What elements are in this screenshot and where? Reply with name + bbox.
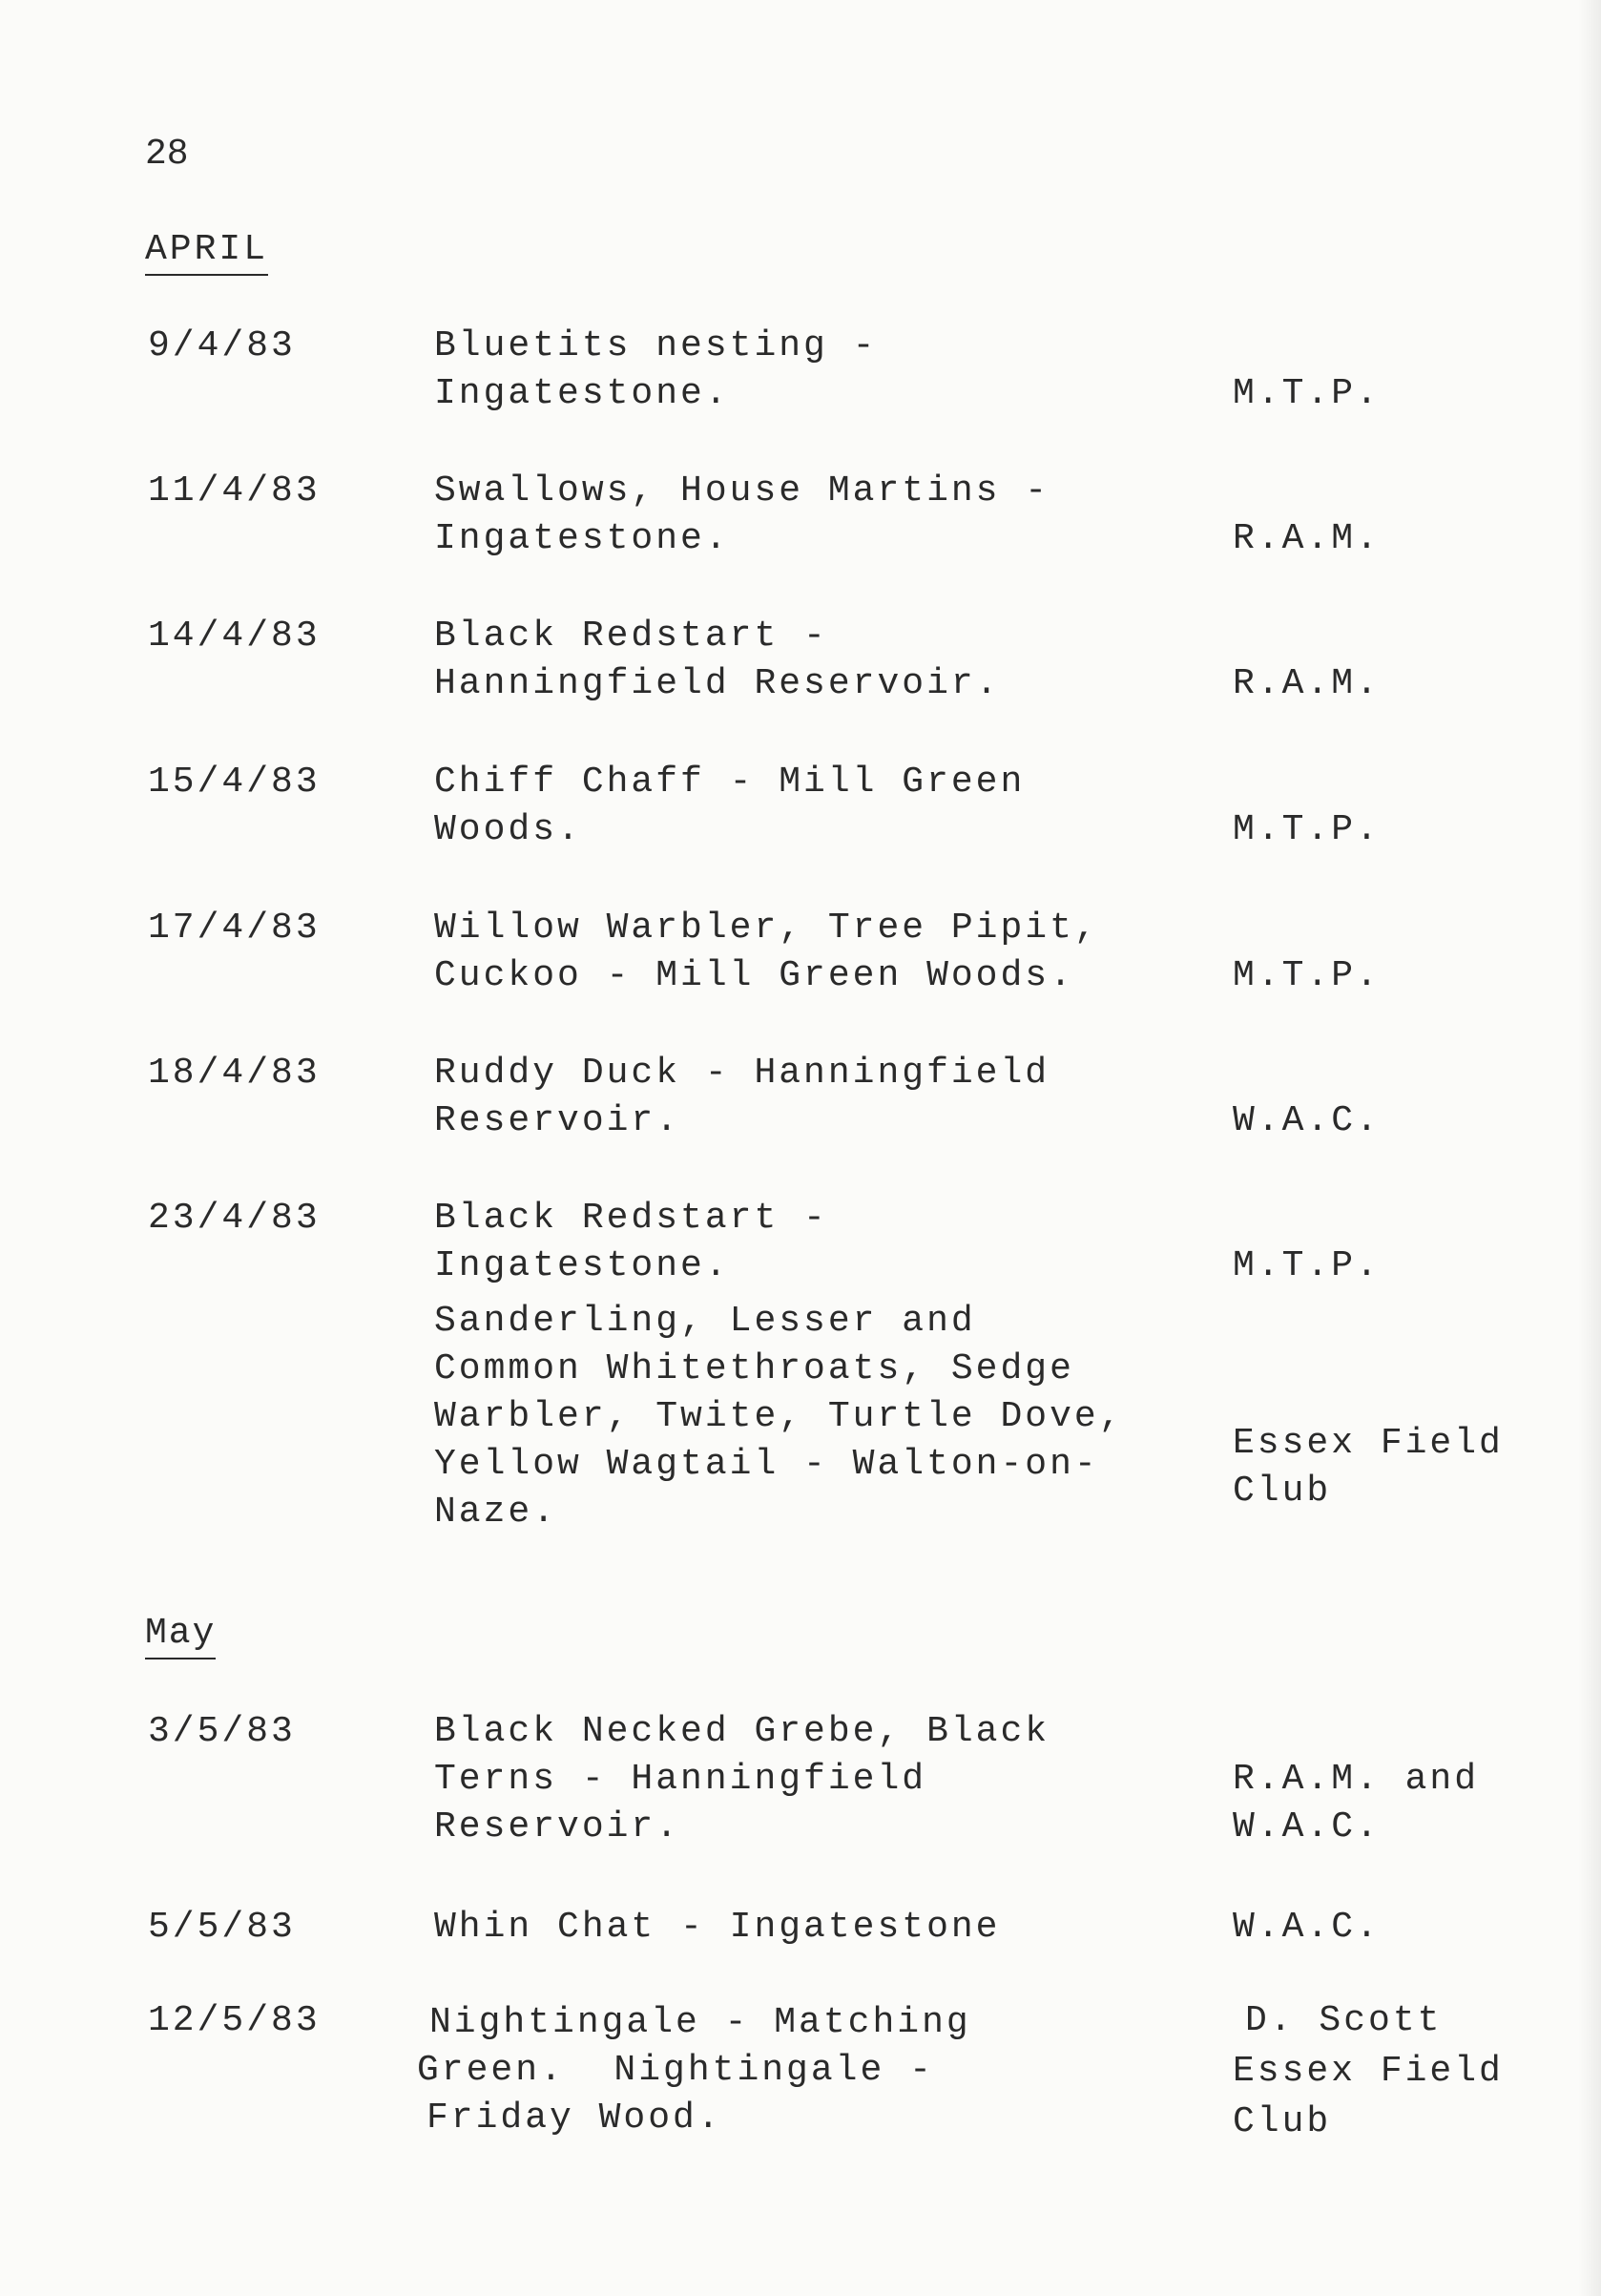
entry-date: 3/5/83	[148, 1711, 296, 1752]
entry-line: Terns - Hanningfield	[434, 1759, 927, 1800]
entry-line: Friday Wood.	[426, 2098, 722, 2139]
entry-observer: W.A.C.	[1233, 1100, 1381, 1141]
entry-line: Cuckoo - Mill Green Woods.	[434, 955, 1074, 996]
section-heading-april: APRIL	[145, 229, 268, 276]
entry-line: Sanderling, Lesser and	[434, 1301, 976, 1342]
entry-line: Black Necked Grebe, Black	[434, 1711, 1050, 1752]
entry-observer: D. Scott	[1245, 2000, 1443, 2041]
entry-observer: Club	[1233, 1471, 1332, 1512]
entry-observer: M.T.P.	[1233, 809, 1381, 850]
entry-line: Willow Warbler, Tree Pipit,	[434, 908, 1099, 949]
entry-line: Swallows, House Martins -	[434, 470, 1050, 511]
entry-date: 15/4/83	[148, 762, 321, 803]
entry-observer: M.T.P.	[1233, 1245, 1381, 1286]
entry-line: Ingatestone.	[434, 373, 730, 414]
entry-line: Black Redstart -	[434, 616, 828, 657]
page-edge-shadow	[1578, 0, 1601, 2296]
entry-date: 5/5/83	[148, 1907, 296, 1948]
entry-line: Ingatestone.	[434, 1245, 730, 1286]
entry-observer: R.A.M. and	[1233, 1759, 1480, 1800]
entry-line: Bluetits nesting -	[434, 325, 878, 366]
entry-observer: W.A.C.	[1233, 1907, 1381, 1948]
entry-line: Green. Nightingale -	[417, 2050, 934, 2091]
entry-line: Whin Chat - Ingatestone	[434, 1907, 1001, 1948]
entry-line: Yellow Wagtail - Walton-on-	[434, 1444, 1099, 1485]
entry-observer: Essex Field	[1233, 2051, 1504, 2092]
entry-line: Naze.	[434, 1492, 558, 1533]
entry-date: 9/4/83	[148, 325, 296, 366]
entry-date: 11/4/83	[148, 470, 321, 511]
entry-date: 23/4/83	[148, 1198, 321, 1239]
entry-date: 14/4/83	[148, 616, 321, 657]
entry-observer: Essex Field	[1233, 1423, 1504, 1464]
page-number: 28	[145, 134, 189, 175]
section-heading-may: May	[145, 1613, 216, 1659]
entry-line: Reservoir.	[434, 1100, 681, 1141]
entry-date: 18/4/83	[148, 1053, 321, 1094]
entry-observer: W.A.C.	[1233, 1806, 1381, 1847]
entry-observer: M.T.P.	[1233, 373, 1381, 414]
entry-line: Black Redstart -	[434, 1198, 828, 1239]
entry-line: Nightingale - Matching	[429, 2002, 971, 2043]
entry-line: Reservoir.	[434, 1806, 681, 1847]
entry-line: Woods.	[434, 809, 582, 850]
entry-date: 17/4/83	[148, 908, 321, 949]
entry-date: 12/5/83	[148, 2000, 321, 2041]
entry-observer: M.T.P.	[1233, 955, 1381, 996]
entry-observer: R.A.M.	[1233, 518, 1381, 559]
entry-line: Warbler, Twite, Turtle Dove,	[434, 1396, 1124, 1437]
entry-line: Ruddy Duck - Hanningfield	[434, 1053, 1050, 1094]
entry-observer: R.A.M.	[1233, 663, 1381, 704]
entry-line: Common Whitethroats, Sedge	[434, 1348, 1074, 1389]
entry-line: Hanningfield Reservoir.	[434, 663, 1001, 704]
entry-line: Ingatestone.	[434, 518, 730, 559]
entry-line: Chiff Chaff - Mill Green	[434, 762, 1026, 803]
entry-observer: Club	[1233, 2101, 1332, 2142]
